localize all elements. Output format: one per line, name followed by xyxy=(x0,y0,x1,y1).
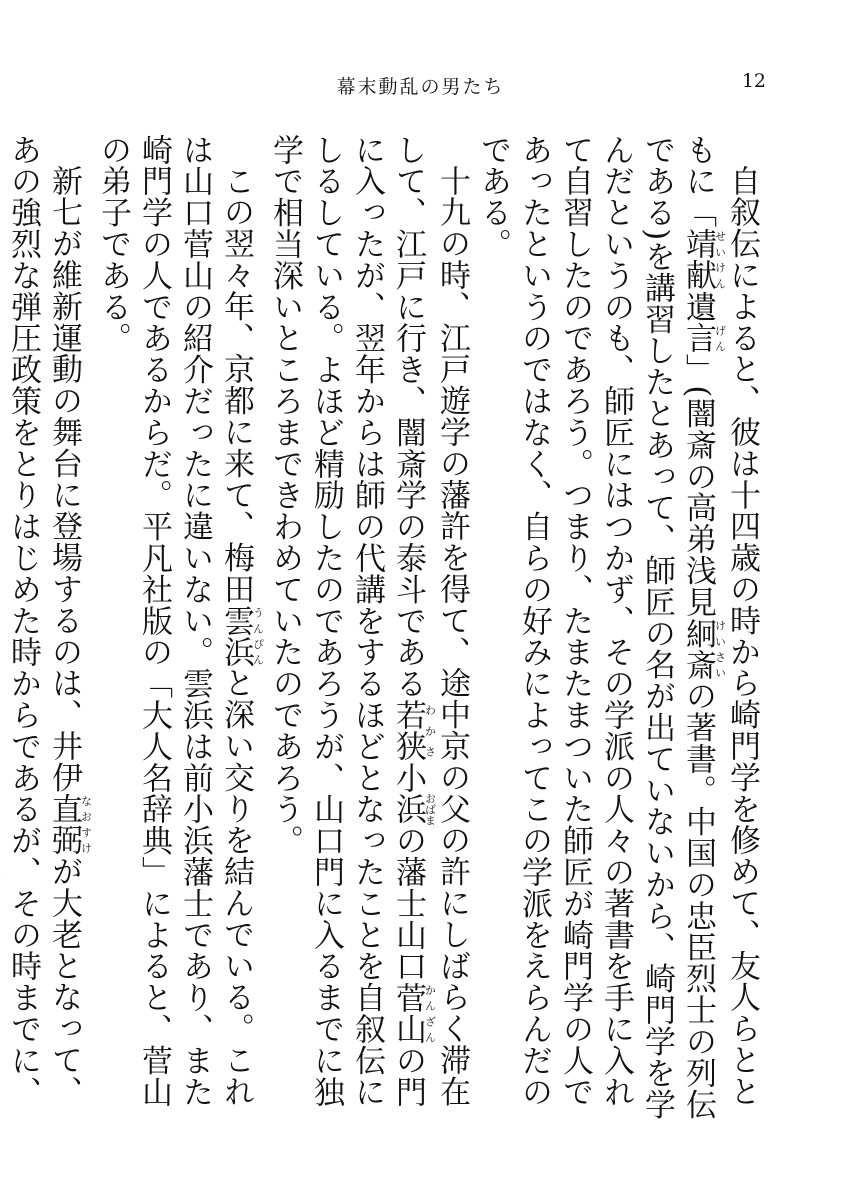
ruby-annotation xyxy=(390,699,437,763)
running-title: 幕末動乱の男たち xyxy=(336,76,505,98)
ruby-base: 浜 xyxy=(390,792,426,826)
ruby-base: 絅斎 xyxy=(680,617,716,681)
text-run: の藩士山口 xyxy=(390,824,426,982)
ruby-annotation xyxy=(390,792,437,826)
text-run: が大老となって、あの強烈な弾圧政策をとりはじめた時からであるが、その時までに、 xyxy=(5,134,82,1108)
ruby-annotation xyxy=(680,617,727,681)
furigana: うんぴん xyxy=(251,604,265,668)
ruby-annotation xyxy=(680,228,727,292)
text-run: この翌々年、京都に来て、梅田 xyxy=(218,165,254,605)
paragraph xyxy=(92,134,264,1136)
text-run: 自叙伝によると、彼は十四歳の時から崎門学を修めて、友人らとともに「 xyxy=(680,134,760,1107)
text-run: の著書。中国の忠臣烈士の列伝である)を講習したとあって、師匠の名が出ていないから、崎門学を学んだというのも、師匠にはつかず、その学派の人々の著書を手に入れて自習したのであろう。つまり、たまたまついた師匠が崎門学の人であったというのではなく、自らの好みによってこの学派をえらんだのである。 xyxy=(475,134,716,1120)
ruby-base: 直弼 xyxy=(46,793,82,856)
ruby-base: 靖献 xyxy=(680,228,716,292)
furigana: わかさ xyxy=(423,699,437,763)
page-number: 12 xyxy=(741,70,766,92)
paragraph xyxy=(472,134,762,1136)
ruby-base: 若狭 xyxy=(390,699,426,763)
furigana: せいけん xyxy=(713,228,727,291)
furigana: けいさい xyxy=(713,617,727,681)
ruby-annotation xyxy=(218,604,265,668)
paragraph xyxy=(264,134,472,1136)
text-run: の門に入ったが、翌年からは師の代講をするほどとなったことを自叙伝にしるしている。よほど精励したのであろうが、山口門に入るまでに独学で相当深いところまできわめていたのであろう。 xyxy=(267,134,426,1108)
text-run: 十九の時、江戸遊学の藩許を得て、途中京の父の許にしばらく滞在して、江戸に行き、闇斎学の泰斗である xyxy=(390,134,470,1107)
body-text xyxy=(5,134,762,1136)
ruby-annotation xyxy=(680,322,727,354)
ruby-base: 雲浜 xyxy=(218,604,254,668)
text-run: 」(闇斎の高弟浅見 xyxy=(680,353,716,618)
furigana: なおすけ xyxy=(79,793,93,856)
text-run: 遺 xyxy=(680,291,716,323)
text-run: と深い交りを結んでいる。これは山口菅山の紹介だったに違いない。雲浜は前小浜藩士であり、また崎門学の人であるからだ。平凡社版の「大人名辞典」によると、菅山の弟子である。 xyxy=(95,134,254,1108)
ruby-annotation xyxy=(46,793,93,856)
text-run: 新七が維新運動の舞台に登場するのは、井伊 xyxy=(46,165,82,793)
ruby-annotation xyxy=(390,981,437,1045)
furigana: かんざん xyxy=(423,981,437,1045)
furigana: げん xyxy=(713,322,727,354)
furigana: おばま xyxy=(423,792,437,826)
ruby-base: 菅山 xyxy=(390,981,426,1045)
text-run: 小 xyxy=(390,762,426,794)
ruby-base: 言 xyxy=(680,322,716,354)
paragraph xyxy=(0,134,92,1136)
